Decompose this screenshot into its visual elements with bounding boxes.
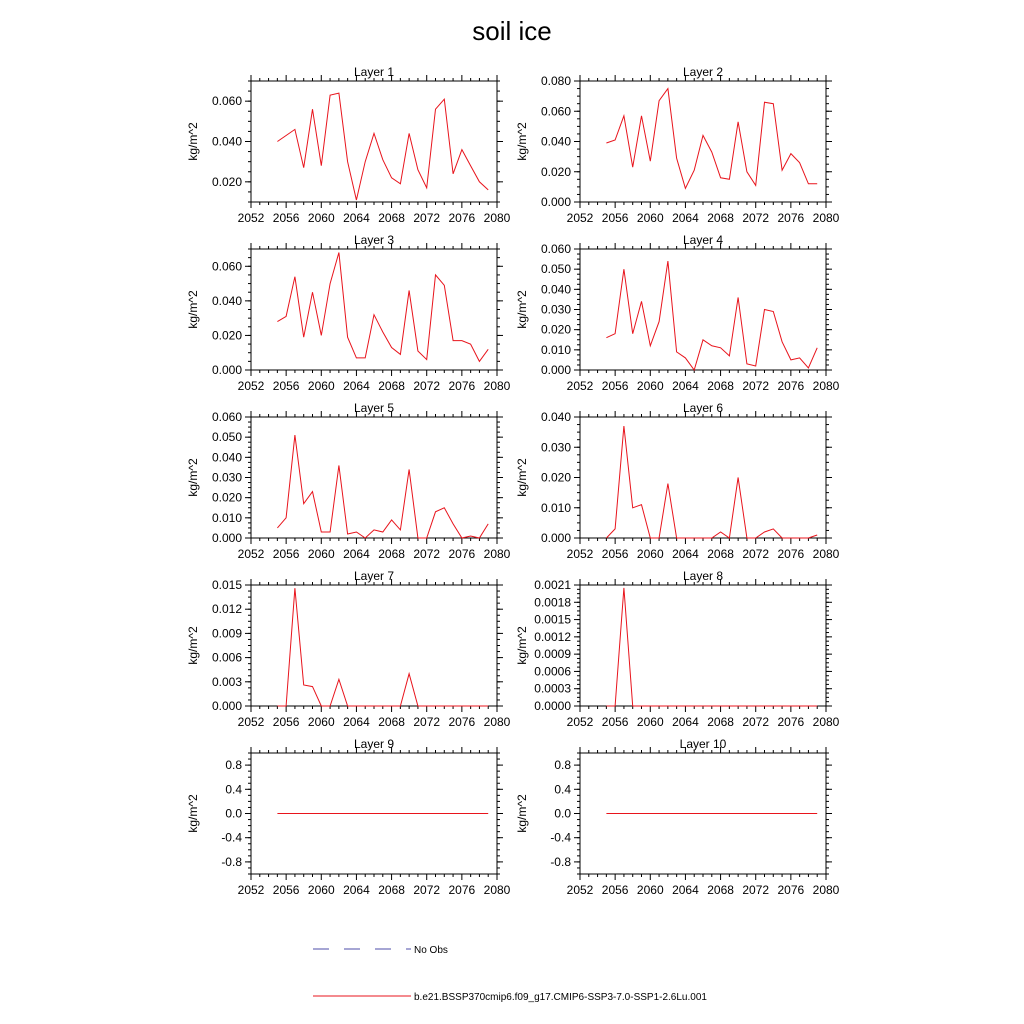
y-tick-label: 0.030 — [211, 470, 242, 485]
x-tick-label: 2068 — [707, 715, 734, 729]
panel-title: Layer 8 — [682, 569, 724, 583]
x-tick-label: 2076 — [448, 379, 476, 393]
y-tick-label: 0.8 — [225, 758, 242, 773]
x-tick-label: 2052 — [237, 379, 265, 393]
y-tick-label: 0.006 — [211, 650, 242, 665]
x-tick-label: 2068 — [707, 883, 734, 897]
series-line — [277, 253, 488, 362]
y-tick-label: 0.000 — [211, 699, 242, 713]
x-tick-label: 2068 — [707, 547, 734, 561]
y-tick-label: 0.0015 — [534, 612, 571, 627]
y-tick-label: 0.040 — [540, 134, 571, 149]
x-tick-label: 2080 — [483, 883, 511, 897]
y-tick-label: 0.010 — [211, 510, 242, 525]
chart-panel-10 — [515, 737, 840, 897]
chart-panel-7 — [186, 569, 511, 729]
x-tick-label: 2056 — [601, 883, 629, 897]
legend-label-model: b.e21.BSSP370cmip6.f09_g17.CMIP6-SSP3-7.0-SSP1-2.6Lu.001 — [414, 992, 707, 1003]
chart-panel-8 — [515, 569, 840, 729]
x-tick-label: 2076 — [777, 715, 805, 729]
y-tick-label: 0.4 — [554, 782, 571, 797]
panel-title: Layer 2 — [682, 65, 724, 79]
x-tick-label: 2068 — [378, 547, 405, 561]
x-tick-label: 2064 — [343, 547, 370, 561]
x-tick-label: 2076 — [777, 211, 805, 225]
x-tick-label: 2080 — [812, 715, 840, 729]
y-tick-label: 0.8 — [554, 758, 571, 773]
y-tick-label: -0.4 — [550, 830, 571, 845]
y-tick-label: 0.040 — [211, 293, 242, 308]
y-tick-label: 0.0000 — [534, 699, 571, 713]
x-tick-label: 2060 — [636, 379, 664, 393]
y-tick-label: 0.0018 — [534, 595, 571, 610]
x-tick-label: 2076 — [448, 211, 476, 225]
y-tick-label: 0.060 — [540, 242, 571, 256]
x-tick-label: 2052 — [566, 715, 594, 729]
panel-title: Layer 7 — [353, 569, 395, 583]
x-tick-label: 2056 — [601, 211, 629, 225]
y-tick-label: 0.0006 — [534, 664, 571, 679]
panel-title: Layer 1 — [353, 65, 395, 79]
legend — [313, 945, 707, 1003]
x-tick-label: 2068 — [707, 211, 734, 225]
y-tick-label: 0.020 — [211, 174, 242, 189]
page-title: soil ice — [472, 16, 552, 46]
x-tick-label: 2068 — [378, 379, 405, 393]
x-tick-label: 2052 — [566, 379, 594, 393]
y-tick-label: 0.060 — [211, 410, 242, 424]
x-tick-label: 2064 — [343, 883, 370, 897]
x-tick-label: 2052 — [237, 883, 265, 897]
x-tick-label: 2060 — [636, 547, 664, 561]
x-tick-label: 2052 — [237, 715, 265, 729]
panel-title: Layer 4 — [682, 233, 724, 247]
x-tick-label: 2080 — [812, 547, 840, 561]
x-tick-label: 2076 — [777, 547, 805, 561]
x-tick-label: 2068 — [707, 379, 734, 393]
x-tick-label: 2064 — [672, 883, 699, 897]
y-axis-label: kg/m^2 — [515, 290, 529, 329]
x-tick-label: 2076 — [777, 379, 805, 393]
panel-title: Layer 3 — [353, 233, 395, 247]
chart-panel-4 — [515, 233, 840, 393]
x-tick-label: 2080 — [483, 211, 511, 225]
x-tick-label: 2068 — [378, 715, 405, 729]
x-tick-label: 2064 — [343, 715, 370, 729]
x-tick-label: 2056 — [272, 883, 300, 897]
x-tick-label: 2076 — [777, 883, 805, 897]
x-tick-label: 2064 — [672, 547, 699, 561]
x-tick-label: 2080 — [812, 883, 840, 897]
y-axis-label: kg/m^2 — [186, 458, 200, 497]
x-tick-label: 2072 — [413, 715, 441, 729]
x-tick-label: 2080 — [483, 715, 511, 729]
y-tick-label: -0.8 — [221, 854, 242, 869]
x-tick-label: 2076 — [448, 715, 476, 729]
y-axis-label: kg/m^2 — [186, 794, 200, 833]
y-tick-label: 0.020 — [211, 490, 242, 505]
y-tick-label: 0.000 — [211, 363, 242, 377]
chart-panel-2 — [515, 65, 840, 225]
legend-label-no-obs: No Obs — [414, 945, 448, 956]
y-tick-label: 0.009 — [211, 626, 242, 641]
series-line — [606, 426, 817, 538]
y-axis-label: kg/m^2 — [515, 626, 529, 665]
chart-panel-5 — [186, 401, 511, 561]
y-tick-label: 0.000 — [540, 195, 571, 209]
x-tick-label: 2072 — [742, 883, 770, 897]
y-tick-label: 0.0 — [225, 806, 242, 821]
x-tick-label: 2072 — [413, 547, 441, 561]
y-axis-label: kg/m^2 — [186, 122, 200, 161]
chart-panel-9 — [186, 737, 511, 897]
y-tick-label: 0.040 — [211, 134, 242, 149]
x-tick-label: 2072 — [413, 379, 441, 393]
series-line — [606, 588, 817, 706]
x-tick-label: 2064 — [343, 379, 370, 393]
x-tick-label: 2060 — [307, 379, 335, 393]
x-tick-label: 2080 — [812, 211, 840, 225]
plot-frame — [580, 249, 826, 370]
y-tick-label: 0.020 — [540, 322, 571, 337]
x-tick-label: 2076 — [448, 547, 476, 561]
y-tick-label: 0.030 — [540, 440, 571, 455]
y-tick-label: 0.000 — [540, 531, 571, 545]
y-tick-label: 0.000 — [211, 531, 242, 545]
y-tick-label: 0.0021 — [534, 578, 571, 592]
y-tick-label: 0.020 — [211, 328, 242, 343]
x-tick-label: 2060 — [636, 211, 664, 225]
x-tick-label: 2072 — [742, 547, 770, 561]
y-tick-label: 0.050 — [211, 430, 242, 445]
x-tick-label: 2064 — [672, 211, 699, 225]
series-line — [606, 261, 817, 370]
y-tick-label: 0.0012 — [534, 629, 571, 644]
x-tick-label: 2056 — [601, 547, 629, 561]
chart-panel-1 — [186, 65, 511, 225]
x-tick-label: 2068 — [378, 883, 405, 897]
y-tick-label: 0.030 — [540, 302, 571, 317]
x-tick-label: 2076 — [448, 883, 476, 897]
x-tick-label: 2052 — [566, 883, 594, 897]
y-tick-label: 0.060 — [211, 259, 242, 274]
y-axis-label: kg/m^2 — [186, 290, 200, 329]
x-tick-label: 2072 — [742, 715, 770, 729]
plot-frame — [251, 417, 497, 538]
x-tick-label: 2064 — [672, 715, 699, 729]
y-tick-label: -0.4 — [221, 830, 242, 845]
y-tick-label: 0.050 — [540, 262, 571, 277]
plot-frame — [251, 81, 497, 202]
y-tick-label: 0.015 — [211, 578, 242, 592]
x-tick-label: 2072 — [413, 883, 441, 897]
series-line — [277, 93, 488, 200]
y-tick-label: 0.020 — [540, 470, 571, 485]
x-tick-label: 2052 — [237, 547, 265, 561]
x-tick-label: 2056 — [272, 547, 300, 561]
x-tick-label: 2080 — [483, 547, 511, 561]
x-tick-label: 2060 — [636, 883, 664, 897]
x-tick-label: 2056 — [601, 715, 629, 729]
y-tick-label: 0.060 — [211, 94, 242, 109]
y-tick-label: 0.0 — [554, 806, 571, 821]
y-tick-label: 0.000 — [540, 363, 571, 377]
x-tick-label: 2080 — [483, 379, 511, 393]
y-tick-label: 0.040 — [540, 410, 571, 424]
x-tick-label: 2056 — [272, 379, 300, 393]
x-tick-label: 2072 — [742, 211, 770, 225]
x-tick-label: 2068 — [378, 211, 405, 225]
y-axis-label: kg/m^2 — [515, 122, 529, 161]
x-tick-label: 2060 — [307, 715, 335, 729]
y-tick-label: 0.0003 — [534, 681, 571, 696]
x-tick-label: 2072 — [742, 379, 770, 393]
x-tick-label: 2060 — [307, 547, 335, 561]
x-tick-label: 2072 — [413, 211, 441, 225]
panel-title: Layer 5 — [353, 401, 395, 415]
y-tick-label: 0.010 — [540, 342, 571, 357]
x-tick-label: 2052 — [566, 547, 594, 561]
series-line — [277, 435, 488, 538]
plot-frame — [580, 417, 826, 538]
y-axis-label: kg/m^2 — [515, 458, 529, 497]
y-tick-label: 0.012 — [211, 602, 242, 617]
panel-title: Layer 6 — [682, 401, 724, 415]
y-tick-label: 0.040 — [211, 450, 242, 465]
x-tick-label: 2064 — [672, 379, 699, 393]
panel-title: Layer 9 — [353, 737, 395, 751]
x-tick-label: 2052 — [237, 211, 265, 225]
y-axis-label: kg/m^2 — [186, 626, 200, 665]
plot-frame — [580, 81, 826, 202]
x-tick-label: 2064 — [343, 211, 370, 225]
y-tick-label: 0.003 — [211, 674, 242, 689]
x-tick-label: 2060 — [636, 715, 664, 729]
y-tick-label: 0.4 — [225, 782, 242, 797]
x-tick-label: 2060 — [307, 883, 335, 897]
y-tick-label: 0.020 — [540, 164, 571, 179]
x-tick-label: 2060 — [307, 211, 335, 225]
series-line — [606, 89, 817, 189]
y-tick-label: -0.8 — [550, 854, 571, 869]
chart-panel-3 — [186, 233, 511, 393]
series-line — [277, 588, 488, 706]
y-tick-label: 0.0009 — [534, 647, 571, 662]
y-axis-label: kg/m^2 — [515, 794, 529, 833]
panel-title: Layer 10 — [679, 737, 727, 751]
x-tick-label: 2080 — [812, 379, 840, 393]
x-tick-label: 2052 — [566, 211, 594, 225]
x-tick-label: 2056 — [601, 379, 629, 393]
y-tick-label: 0.080 — [540, 74, 571, 88]
y-tick-label: 0.010 — [540, 500, 571, 515]
y-tick-label: 0.060 — [540, 104, 571, 119]
chart-panel-6 — [515, 401, 840, 561]
x-tick-label: 2056 — [272, 211, 300, 225]
x-tick-label: 2056 — [272, 715, 300, 729]
y-tick-label: 0.040 — [540, 282, 571, 297]
